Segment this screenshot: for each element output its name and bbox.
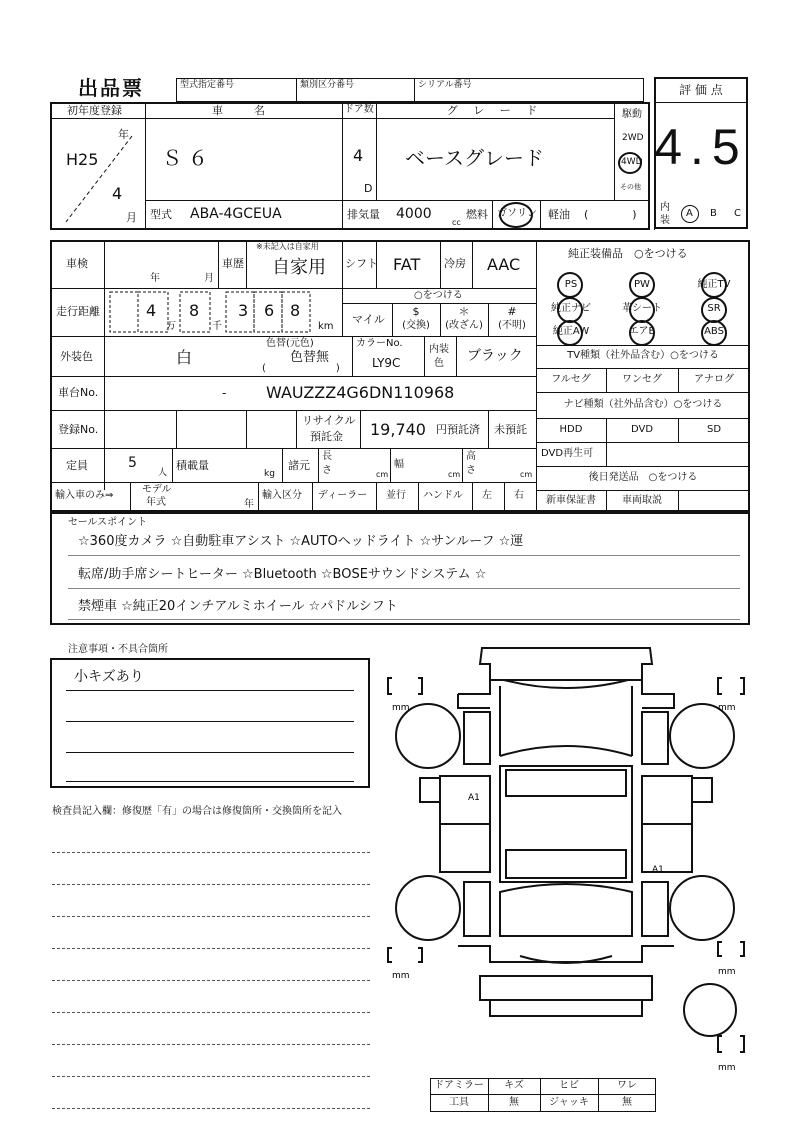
mileage-digit-boxes xyxy=(104,288,346,336)
doors-suffix: D xyxy=(364,182,373,195)
legend-cell: ジャッキ xyxy=(549,1097,589,1108)
capacity-unit: 人 xyxy=(158,468,168,478)
legend-cell: 工具 xyxy=(449,1097,469,1108)
tv-option: ワンセグ xyxy=(622,374,662,385)
mileage-unknown: (不明) xyxy=(498,320,526,331)
mileage-man-unit: 万 xyxy=(166,321,176,332)
divider xyxy=(342,102,343,230)
legend-cell: ヒビ xyxy=(559,1080,579,1091)
divider xyxy=(414,78,415,102)
divider xyxy=(50,410,536,411)
divider xyxy=(68,588,740,589)
score-label: 評 価 点 xyxy=(679,83,723,97)
length-unit: cm xyxy=(376,470,389,479)
model-designation-label: 型式指定番号 xyxy=(180,80,235,90)
divider xyxy=(430,1094,656,1095)
import-category-label: 輸入区分 xyxy=(262,490,302,501)
height-unit: cm xyxy=(520,470,533,479)
height-label-2: さ xyxy=(466,465,476,476)
load-label: 積載量 xyxy=(176,459,209,472)
divider xyxy=(66,690,354,691)
doors-value: 4 xyxy=(353,146,364,165)
divider xyxy=(342,288,343,336)
divider xyxy=(536,418,750,419)
equipment-item: エアB xyxy=(628,326,656,337)
divider xyxy=(606,442,607,466)
equipment-item: 純正ナビ xyxy=(551,303,591,314)
divider xyxy=(258,482,259,512)
recycle-unit: 円預託済 xyxy=(436,423,480,436)
repaint-value: 色替無 xyxy=(290,350,330,365)
mileage-km-unit: km xyxy=(318,321,334,332)
divider xyxy=(296,78,297,102)
dvd-label: DVD再生可 xyxy=(541,448,594,459)
length-label-1: 長 xyxy=(322,451,332,462)
fuel-label: 燃料 xyxy=(466,208,488,221)
legend-cell: 無 xyxy=(509,1097,519,1108)
recycle-value: 19,740 xyxy=(370,420,426,439)
divider xyxy=(246,240,247,288)
history-label: 車歴 xyxy=(222,257,244,270)
mileage-altered: (改ざん) xyxy=(445,320,483,331)
divider xyxy=(145,102,146,230)
divider xyxy=(68,619,740,620)
recycle-label-1: リサイクル xyxy=(302,414,356,427)
sales-label: セールスポイント xyxy=(68,517,148,528)
sales-line: 転席/助手席シートヒーター ☆Bluetooth ☆BOSEサウンドシステム ☆ xyxy=(78,567,487,582)
mileage-altered-symbol: ＊ xyxy=(458,305,470,318)
inspection-month-unit: 月 xyxy=(204,273,214,284)
width-label: 幅 xyxy=(394,459,404,470)
equipment-item: ABS xyxy=(704,326,724,337)
mileage-mile: マイル xyxy=(352,313,385,326)
divider xyxy=(66,781,354,782)
model-year-label-1: モデル xyxy=(142,484,172,495)
divider xyxy=(176,410,177,448)
tv-option: アナログ xyxy=(694,374,734,385)
repaint-label: 色替(元色) xyxy=(266,338,314,349)
divider xyxy=(52,1076,370,1077)
drive-4wd: 4WD xyxy=(621,157,643,167)
damage-mark: A1 xyxy=(652,865,664,875)
exterior-color-value: 白 xyxy=(176,348,193,367)
divider xyxy=(52,1044,370,1045)
capacity-value: 5 xyxy=(128,455,137,471)
tv-option: フルセグ xyxy=(551,374,591,385)
divider xyxy=(540,200,541,230)
divider xyxy=(52,916,370,917)
divider xyxy=(50,118,614,119)
handle-right: 右 xyxy=(514,490,524,501)
divider xyxy=(472,240,473,288)
mileage-label: 走行距離 xyxy=(56,305,100,318)
navi-title: ナビ種類（社外品含む）○をつける xyxy=(563,399,723,410)
repaint-paren: ( ) xyxy=(262,363,340,374)
equipment-item: 純正AW xyxy=(552,326,590,337)
divider xyxy=(282,448,283,482)
header-id-box xyxy=(176,78,644,102)
equipment-item: SR xyxy=(707,303,721,314)
mileage-digit: 3 xyxy=(238,301,249,320)
chassis-dash: - xyxy=(222,386,227,400)
divider xyxy=(654,200,655,230)
mileage-circle-note: ○をつける xyxy=(414,290,463,301)
divider xyxy=(360,410,361,448)
handle-label: ハンドル xyxy=(423,490,463,501)
divider xyxy=(52,948,370,949)
divider xyxy=(312,482,313,512)
divider xyxy=(456,336,457,376)
interior-color-label-2: 色 xyxy=(434,358,444,369)
interior-a: A xyxy=(686,208,693,219)
recycle-label-2: 預託金 xyxy=(310,430,343,443)
divider xyxy=(536,392,750,393)
divider xyxy=(50,376,536,377)
length-label-2: さ xyxy=(322,465,332,476)
fuel-diesel: 軽油 xyxy=(548,208,570,221)
color-code-label: カラーNo. xyxy=(356,338,403,349)
divider xyxy=(52,884,370,885)
interior-grade-label-1: 内 xyxy=(660,202,670,213)
drive-other: その他 xyxy=(620,183,641,191)
mileage-exchange-symbol: $ xyxy=(412,305,420,318)
divider xyxy=(440,240,441,288)
divider xyxy=(488,410,489,448)
mileage-digit: 8 xyxy=(189,301,200,320)
form-title: 出品票 xyxy=(78,76,144,100)
mileage-unknown-symbol: # xyxy=(507,305,517,318)
history-note: ※未記入は自家用 xyxy=(256,242,319,251)
fuel-gasoline: ガソリン xyxy=(497,208,537,219)
mileage-sen-unit: 千 xyxy=(212,321,222,332)
equipment-item: PW xyxy=(634,279,650,290)
tire-mm-label: mm xyxy=(392,971,410,981)
shift-value: FAT xyxy=(393,255,421,274)
handle-left: 左 xyxy=(482,490,492,501)
model-year-unit: 年 xyxy=(244,499,254,510)
divider xyxy=(66,752,354,753)
divider xyxy=(218,240,219,288)
car-name-value: Ｓ６ xyxy=(162,146,214,170)
ac-label: 冷房 xyxy=(444,257,466,270)
recycle-unpaid: 未預託 xyxy=(494,423,527,436)
capacity-label: 定員 xyxy=(66,459,88,472)
model-type-value: ABA-4GCEUA xyxy=(190,206,282,222)
divider xyxy=(52,1012,370,1013)
divider xyxy=(130,482,131,512)
divider xyxy=(296,410,297,448)
divider xyxy=(145,200,650,201)
tv-title: TV種類（社外品含む）○をつける xyxy=(567,350,719,361)
history-value: 自家用 xyxy=(272,257,326,278)
import-parallel: 並行 xyxy=(386,490,406,501)
divider xyxy=(654,102,748,103)
legend-cell: キズ xyxy=(504,1080,524,1091)
legend-cell: 無 xyxy=(622,1097,632,1108)
divider xyxy=(390,448,391,482)
divider xyxy=(68,555,740,556)
divider xyxy=(376,482,377,512)
tire-mm-label: mm xyxy=(718,1063,736,1073)
damage-mark: A1 xyxy=(468,793,480,803)
chassis-label: 車台No. xyxy=(58,386,99,399)
divider xyxy=(52,852,370,853)
inspection-label: 車検 xyxy=(66,257,88,270)
car-damage-diagram xyxy=(380,636,752,1076)
divider xyxy=(50,336,536,337)
fuel-other: ( ) xyxy=(584,208,637,221)
tire-mm-label: mm xyxy=(718,967,736,977)
legend-cell: ワレ xyxy=(617,1080,637,1091)
car-name-label: 車 名 xyxy=(212,104,275,117)
divider xyxy=(50,448,536,449)
displacement-label: 排気量 xyxy=(347,208,380,221)
divider xyxy=(418,482,419,512)
mileage-digit: 6 xyxy=(264,301,275,320)
notes-line: 小キズあり xyxy=(74,669,144,685)
divider xyxy=(614,102,615,200)
notes-label: 注意事項・不具合箇所 xyxy=(68,644,168,655)
interior-color-label-1: 内装 xyxy=(429,344,449,355)
doors-label: ドア数 xyxy=(344,104,374,115)
first-reg-label: 初年度登録 xyxy=(67,104,122,117)
model-year-label-2: 年式 xyxy=(146,497,166,508)
shift-label: シフト xyxy=(345,257,378,270)
interior-grade-label-2: 装 xyxy=(660,215,670,226)
divider xyxy=(536,442,750,443)
score-value: 4.5 xyxy=(654,119,748,175)
divider xyxy=(536,466,750,467)
registration-label: 登録No. xyxy=(58,423,99,436)
interior-b: B xyxy=(710,208,717,219)
interior-color-value: ブラック xyxy=(467,348,523,364)
sales-line: 禁煙車 ☆純正20インチアルミホイール ☆パドルシフト xyxy=(78,599,398,614)
divider xyxy=(66,721,354,722)
inspector-label: 検査員記入欄：修復歴「有」の場合は修復箇所・交換箇所を記入 xyxy=(52,806,342,817)
width-unit: cm xyxy=(448,470,461,479)
divider xyxy=(472,482,473,512)
mileage-exchange: (交換) xyxy=(402,320,430,331)
first-reg-month: 4 xyxy=(112,184,123,203)
divider xyxy=(536,368,750,369)
equipment-item: PS xyxy=(564,279,578,290)
divider xyxy=(352,336,353,376)
equipment-item: 革シート xyxy=(622,303,662,314)
chassis-value: WAUZZZ4G6DN110968 xyxy=(266,383,455,402)
import-dealer: ディーラー xyxy=(318,490,368,501)
divider xyxy=(678,490,679,512)
tire-mm-label: mm xyxy=(392,703,410,713)
category-number-label: 類別区分番号 xyxy=(300,80,355,90)
divider xyxy=(104,240,105,490)
navi-option: DVD xyxy=(630,424,654,435)
mileage-digit: 4 xyxy=(146,301,157,320)
displacement-value: 4000 xyxy=(396,206,432,222)
first-reg-era: H25 xyxy=(66,150,99,169)
later-title: 後日発送品 ○をつける xyxy=(588,472,698,483)
divider xyxy=(50,482,536,483)
divider xyxy=(52,1108,370,1109)
inspection-year-unit: 年 xyxy=(150,273,160,284)
tire-mm-label: mm xyxy=(718,703,736,713)
ac-value: AAC xyxy=(487,255,521,274)
model-type-label: 型式 xyxy=(150,208,172,221)
divider xyxy=(342,303,536,304)
later-option: 新車保証書 xyxy=(546,495,596,506)
color-code-value: LY9C xyxy=(372,356,401,370)
divider xyxy=(172,448,173,482)
height-label-1: 高 xyxy=(466,451,476,462)
interior-c: C xyxy=(734,208,741,219)
serial-number-label: シリアル番号 xyxy=(418,80,472,90)
divider xyxy=(342,240,343,288)
sales-line: ☆360度カメラ ☆自動駐車アシスト ☆AUTOヘッドライト ☆サンルーフ ☆運 xyxy=(78,534,524,549)
grade-label: グ レ ー ド xyxy=(446,104,544,117)
later-option: 車両取説 xyxy=(622,495,662,506)
divider xyxy=(318,448,319,482)
year-unit: 年 xyxy=(118,128,129,141)
navi-option: HDD xyxy=(559,424,583,435)
exterior-color-label: 外装色 xyxy=(60,350,93,363)
mileage-digit: 8 xyxy=(290,301,301,320)
equipment-title: 純正装備品 ○をつける xyxy=(568,247,688,260)
divider xyxy=(504,482,505,512)
divider xyxy=(536,490,750,491)
divider xyxy=(52,980,370,981)
divider xyxy=(246,410,247,448)
divider xyxy=(424,336,425,376)
month-unit: 月 xyxy=(126,211,137,224)
drive-label: 駆動 xyxy=(622,109,642,120)
drive-2wd: 2WD xyxy=(622,133,644,143)
divider xyxy=(492,200,493,230)
equipment-item: 純正TV xyxy=(697,279,731,290)
load-unit: kg xyxy=(264,469,275,479)
divider xyxy=(376,102,377,200)
divider xyxy=(462,448,463,482)
dims-label: 諸元 xyxy=(288,459,310,472)
displacement-unit: cc xyxy=(452,218,461,227)
grade-value: ベースグレード xyxy=(405,146,544,170)
navi-option: SD xyxy=(706,424,722,435)
import-label: 輸入車のみ⇒ xyxy=(55,490,114,501)
legend-cell: ドアミラー xyxy=(434,1080,484,1091)
